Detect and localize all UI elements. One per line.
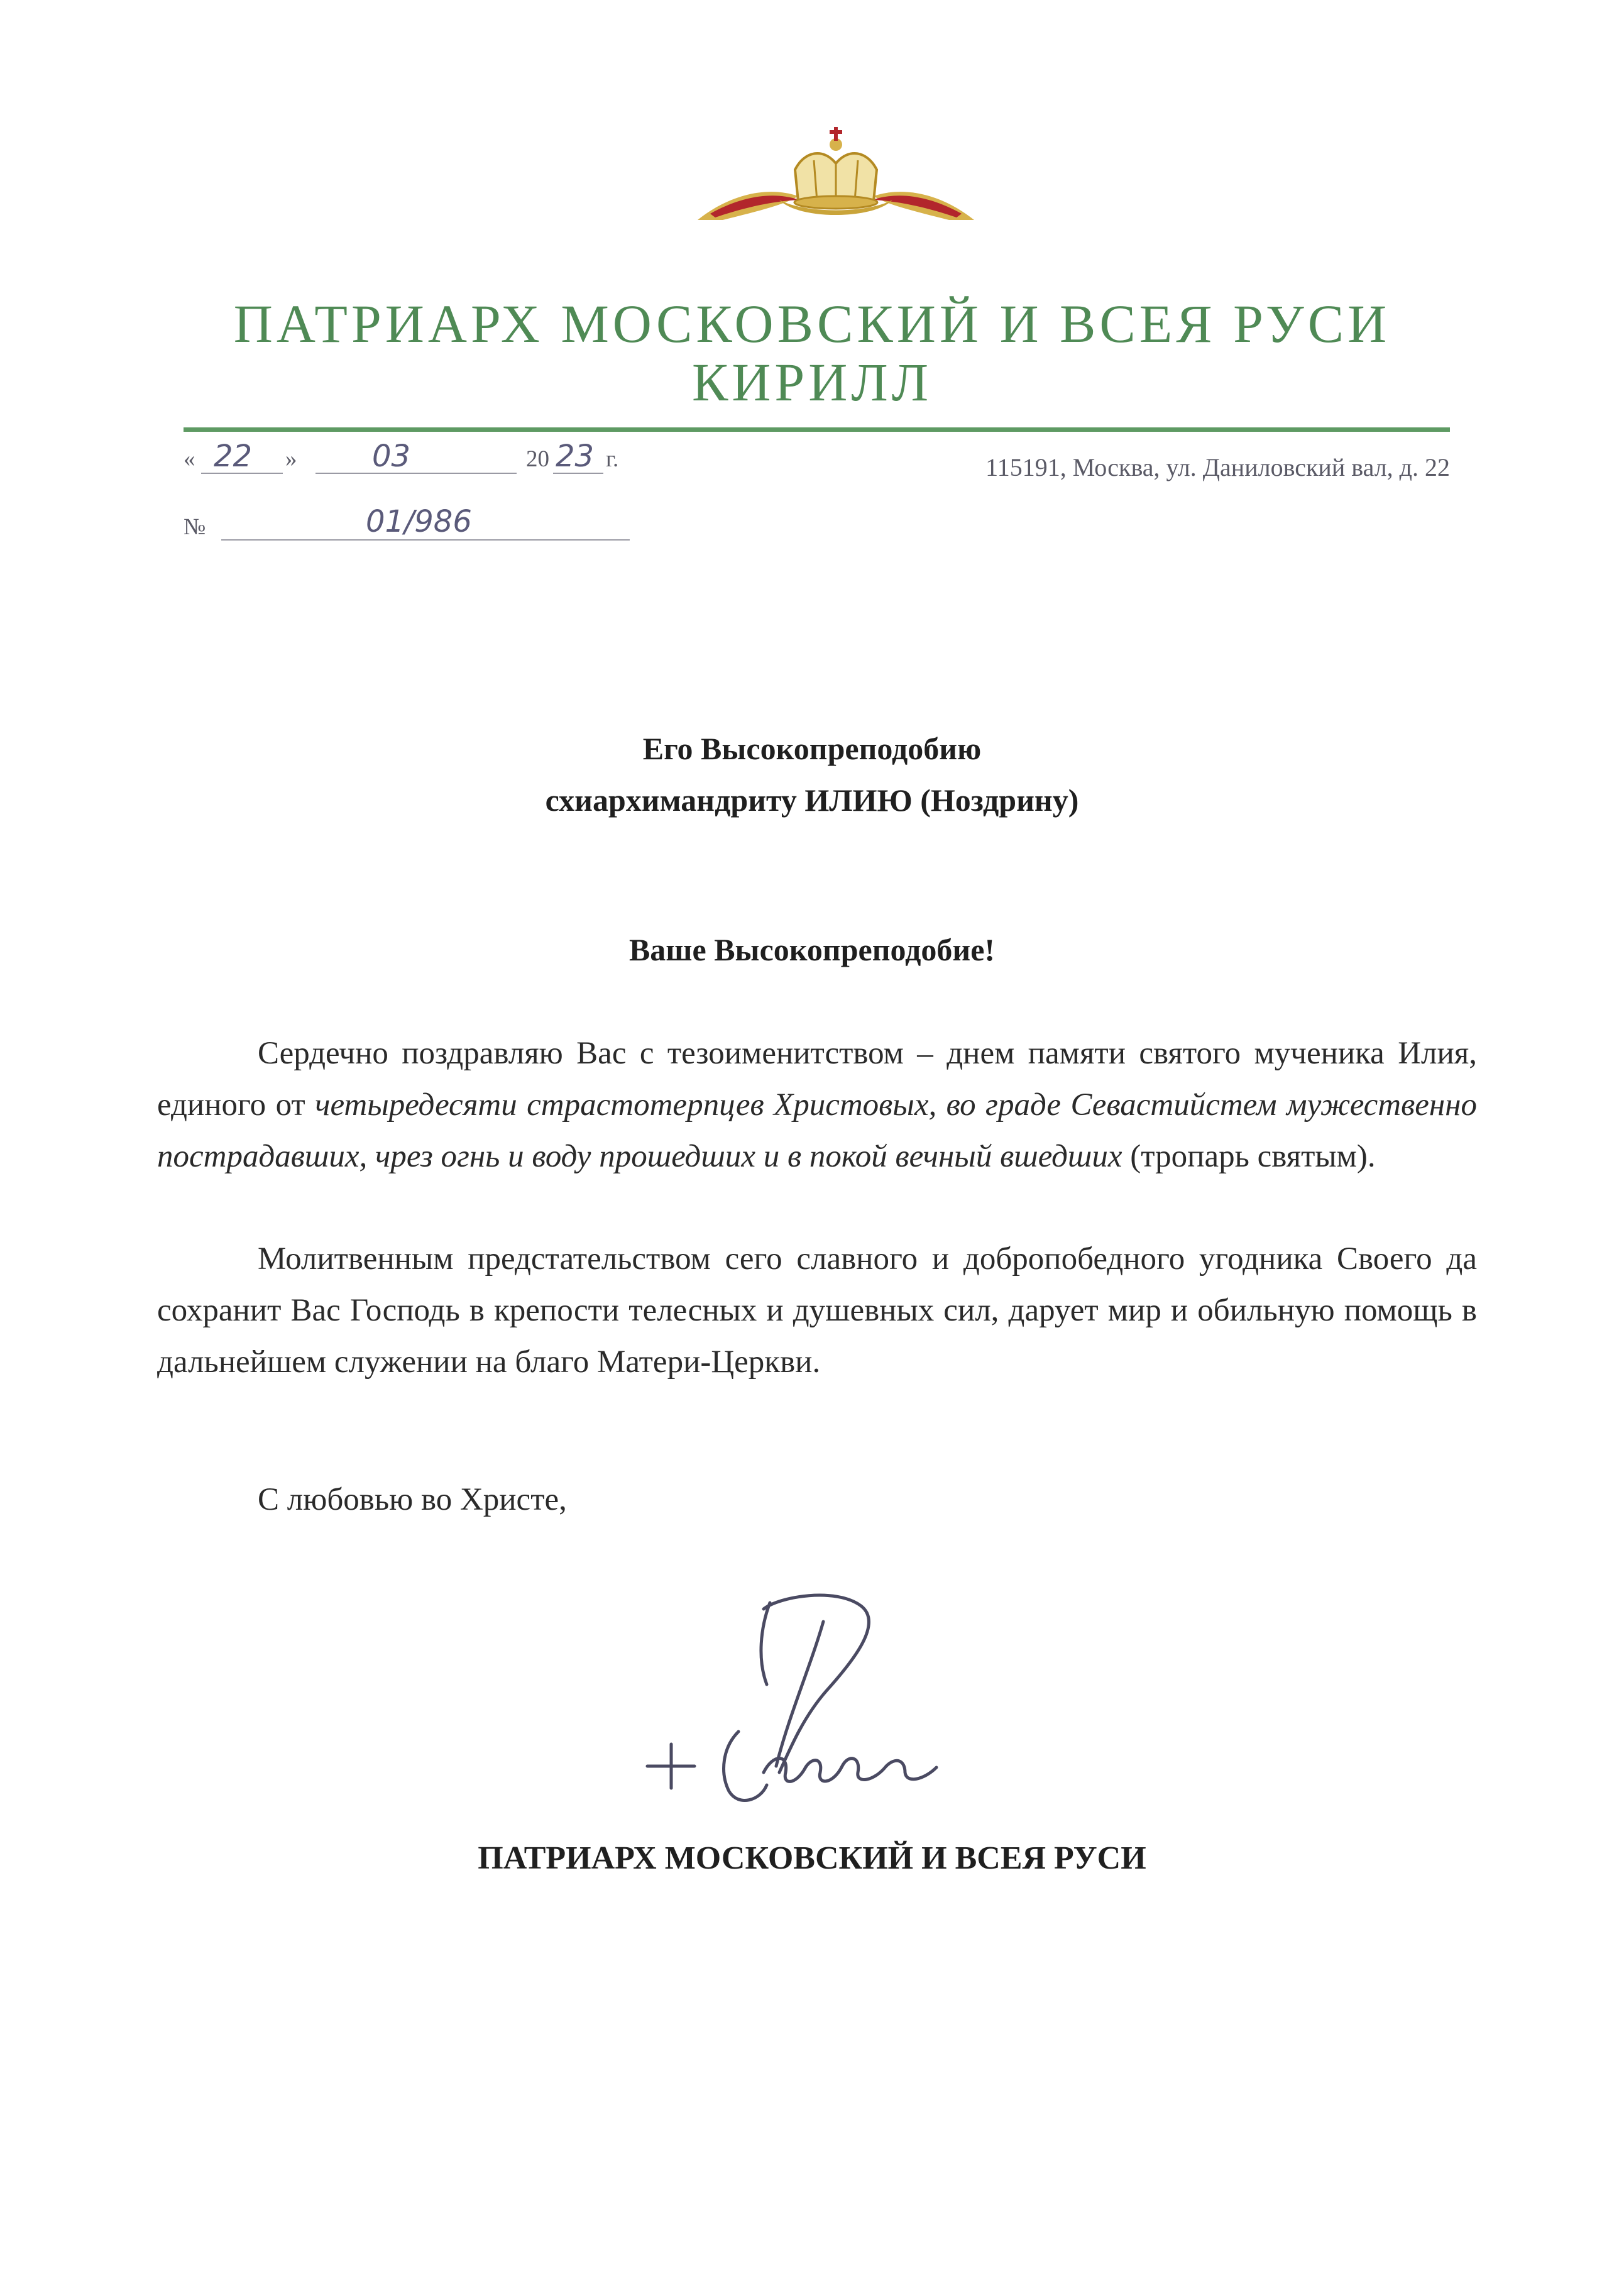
paragraph-2: Молитвенным предстательством сего славного и добропобедного угодника Своего да сохранит Вас Господь в крепости телесных и душевных сил, дарует мир и обильную помощь в дальнейшем служении на благо Матери-Церкви. xyxy=(157,1241,1477,1380)
number-underline xyxy=(221,539,630,541)
date-line xyxy=(184,439,686,481)
letterhead-divider xyxy=(184,427,1450,432)
date-open-quote: « xyxy=(184,446,195,472)
date-close-quote: » xyxy=(285,446,297,472)
date-year-mark: г. xyxy=(606,446,619,472)
document-number-line xyxy=(184,503,636,547)
letterhead-title: ПАТРИАРХ МОСКОВСКИЙ И ВСЕЯ РУСИ xyxy=(233,294,1391,354)
recipient-line-2: схиархимандриту ИЛИЮ (Ноздрину) xyxy=(545,783,1079,818)
letterhead-name: КИРИЛЛ xyxy=(691,352,933,412)
patriarchal-crown-emblem-icon xyxy=(685,126,987,239)
address: 115191, Москва, ул. Даниловский вал, д. 22 xyxy=(985,453,1450,481)
number-value: 01/986 xyxy=(366,504,472,539)
date-month-underline xyxy=(315,473,517,474)
date-year-suffix: 23 xyxy=(556,439,595,474)
paragraph-1-start: Сердечно поздравляю Вас с тезоименитством – днем памяти святого мученика Илия, единого от xyxy=(157,1036,1477,1123)
number-label: № xyxy=(184,514,206,540)
date-month: 03 xyxy=(372,439,411,474)
closing-phrase: С любовью во Христе, xyxy=(258,1482,567,1517)
handwritten-signature-icon xyxy=(635,1584,962,1835)
paragraph-1 xyxy=(157,1028,1477,1182)
paragraph-1-quote: четыредесяти страстотерпцев Христовых, во граде Севастийстем мужественно пострадавших, чрез огнь и воду прошедших и в покой вечный вшедших xyxy=(157,1087,1478,1174)
date-day: 22 xyxy=(214,439,253,474)
paragraph-1-end: (тропарь святым). xyxy=(1122,1139,1376,1174)
date-year-prefix: 20 xyxy=(526,446,549,472)
greeting: Ваше Высокопреподобие! xyxy=(628,932,996,967)
signatory-title: ПАТРИАРХ МОСКОВСКИЙ И ВСЕЯ РУСИ xyxy=(478,1840,1146,1876)
recipient-line-1: Его Высокопреподобию xyxy=(642,731,982,766)
